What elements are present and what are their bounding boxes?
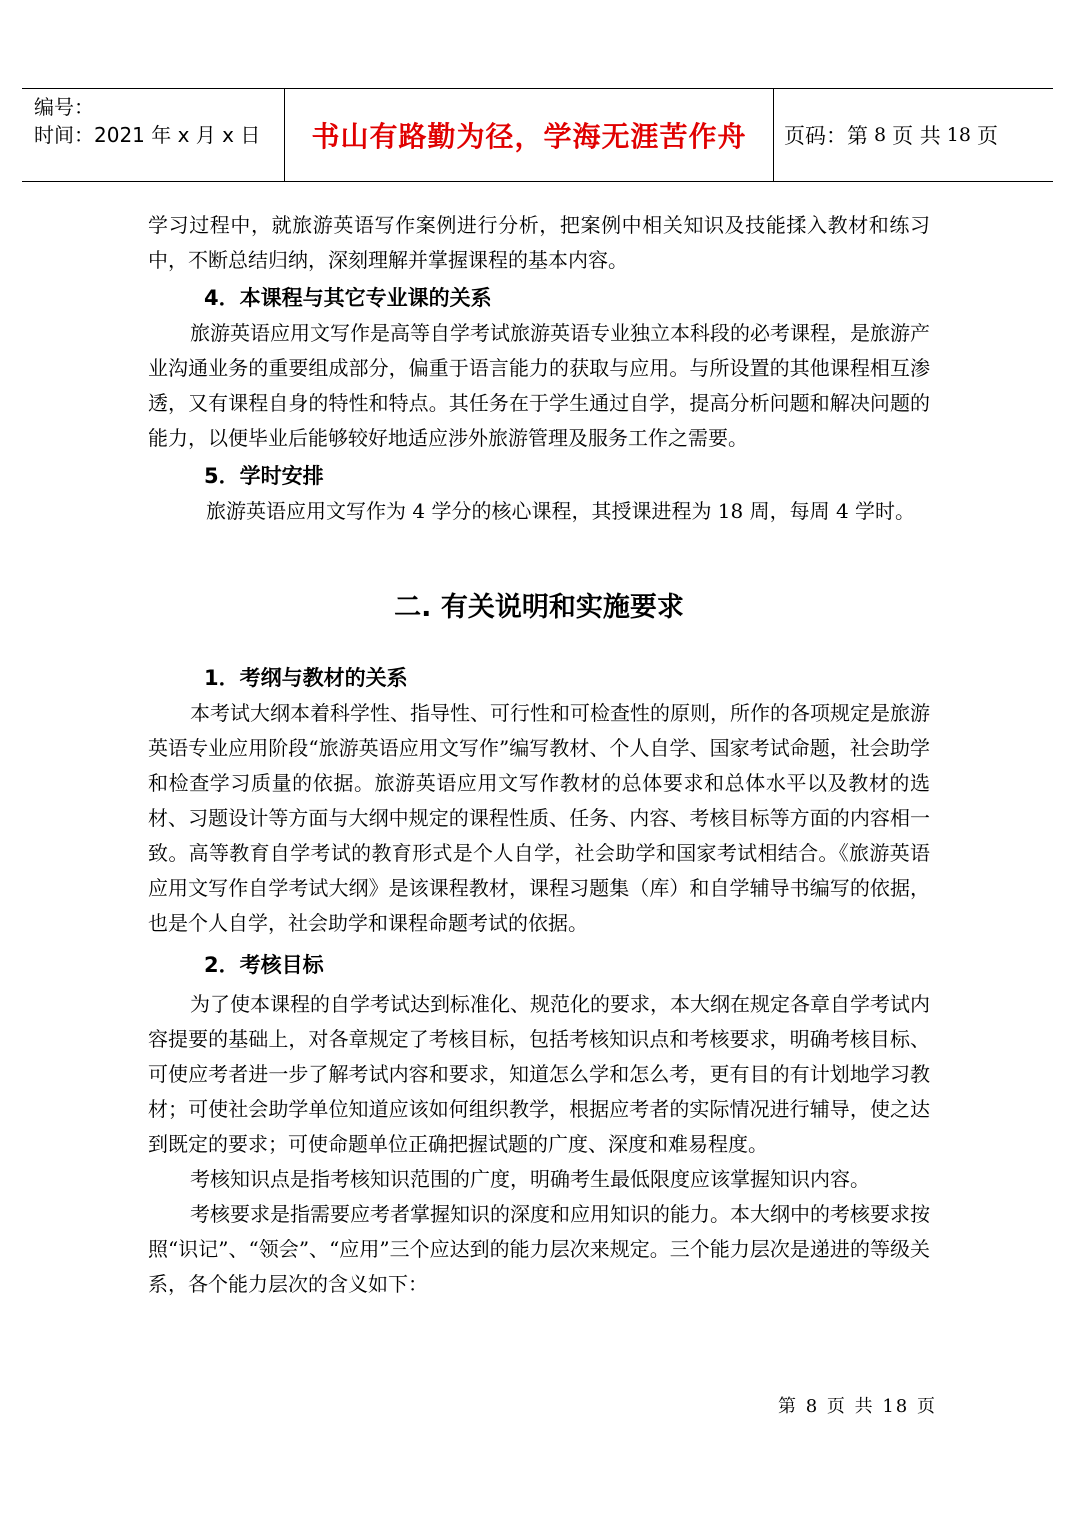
paragraph: 考核要求是指需要应考者掌握知识的深度和应用知识的能力。本大纲中的考核要求按照“识记”、“领会”、“应用”三个应达到的能力层次来规定。三个能力层次是递进的等级关系，各个能力层次的含义如下： bbox=[148, 1202, 930, 1296]
header-motto: 书山有路勤为径，学海无涯苦作舟 bbox=[284, 89, 774, 181]
paragraph: 旅游英语应用文写作为 4 学分的核心课程，其授课进程为 18 周，每周 4 学时。 bbox=[206, 499, 916, 523]
heading-syllabus-textbook: 1．考纲与教材的关系 bbox=[204, 666, 408, 690]
doc-meta bbox=[34, 93, 260, 149]
paragraph: 为了使本课程的自学考试达到标准化、规范化的要求，本大纲在规定各章自学考试内容提要的基础上，对各章规定了考核目标，包括考核知识点和考核要求，明确考核目标、可使应考者进一步了解考试内容和要求，知道怎么学和怎么考，更有目的有计划地学习教材；可使社会助学单位知道应该如何组织教学，根据应考者的实际情况进行辅导，使之达到既定的要求；可使命题单位正确把握试题的广度、深度和难易程度。 bbox=[148, 992, 930, 1156]
paragraph: 考核知识点是指考核知识范围的广度，明确考生最低限度应该掌握知识内容。 bbox=[190, 1167, 870, 1191]
heading-schedule: 5．学时安排 bbox=[204, 464, 324, 488]
paragraph: 旅游英语应用文写作是高等自学考试旅游英语专业独立本科段的必考课程，是旅游产业沟通业务的重要组成部分，偏重于语言能力的获取与应用。与所设置的其他课程相互渗透，又有课程自身的特性和特点。其任务在于学生通过自学，提高分析问题和解决问题的能力，以便毕业后能够较好地适应涉外旅游管理及服务工作之需要。 bbox=[148, 321, 930, 450]
paragraph: 学习过程中，就旅游英语写作案例进行分析，把案例中相关知识及技能揉入教材和练习中，不断总结归纳，深刻理解并掌握课程的基本内容。 bbox=[148, 213, 930, 272]
page-label-b: 页 共 bbox=[892, 124, 941, 148]
page-number: 8 bbox=[874, 124, 887, 146]
doc-date: 时间：2021 年 x 月 x 日 bbox=[34, 123, 261, 147]
page-label-a: 页码：第 bbox=[784, 124, 868, 148]
header-page-info bbox=[784, 89, 998, 181]
section-heading: 二. 有关说明和实施要求 bbox=[394, 592, 684, 623]
doc-number-label: 编号： bbox=[34, 95, 94, 119]
heading-course-relation: 4．本课程与其它专业课的关系 bbox=[204, 286, 492, 310]
page-label-c: 页 bbox=[976, 124, 998, 148]
page-total: 18 bbox=[946, 124, 971, 146]
heading-assessment-goals: 2．考核目标 bbox=[204, 953, 324, 977]
page-header bbox=[22, 88, 1053, 182]
page-footer: 第 8 页 共 18 页 bbox=[778, 1396, 937, 1417]
document-body bbox=[148, 208, 930, 1302]
paragraph: 本考试大纲本着科学性、指导性、可行性和可检查性的原则，所作的各项规定是旅游英语专业应用阶段“旅游英语应用文写作”编写教材、个人自学、国家考试命题，社会助学和检查学习质量的依据。旅游英语应用文写作教材的总体要求和总体水平以及教材的选材、习题设计等方面与大纲中规定的课程性质、任务、内容、考核目标等方面的内容相一致。高等教育自学考试的教育形式是个人自学，社会助学和国家考试相结合。《旅游英语应用文写作自学考试大纲》是该课程教材，课程习题集（库）和自学辅导书编写的依据，也是个人自学，社会助学和课程命题考试的依据。 bbox=[148, 701, 930, 935]
